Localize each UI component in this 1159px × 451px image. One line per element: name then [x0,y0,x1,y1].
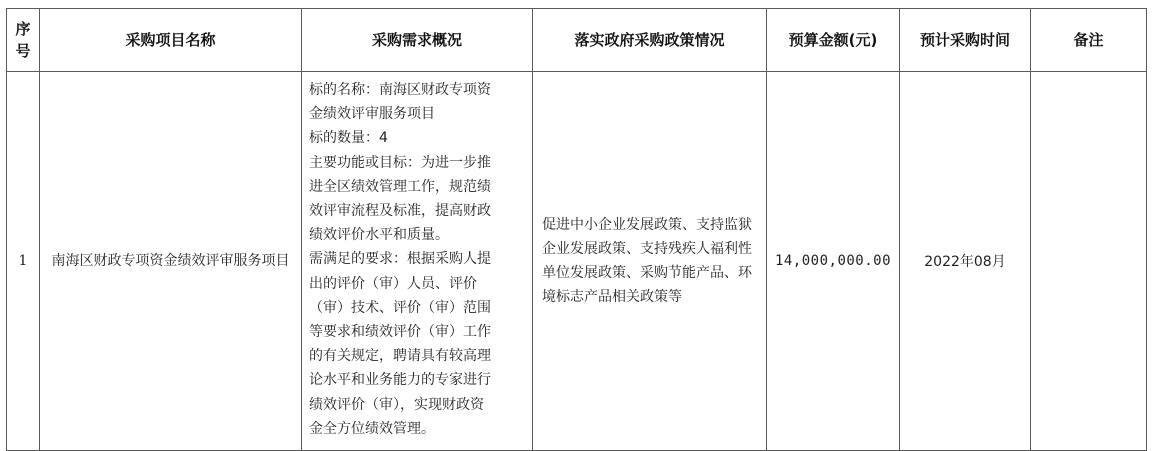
requirements-line: 效评审流程及标准，提高财政 [309,203,491,220]
requirements-line: 绩效评价（审），实现财政资 [309,396,484,413]
row-policy: 促进中小企业发展政策、支持监狱企业发展政策、支持残疾人福利性单位发展政策、采购节能产品、环境标志产品相关政策等 [533,72,767,451]
header-policy: 落实政府采购政策情况 [533,9,767,72]
requirements-line: 主要功能或目标：为进一步推 [309,154,491,171]
header-project-name: 采购项目名称 [40,9,302,72]
row-budget: 14,000,000.00 [767,72,900,451]
row-project-name: 南海区财政专项资金绩效评审服务项目 [40,72,302,451]
row-requirements [302,72,533,451]
header-seq-label: 序号 [15,20,31,60]
requirements-line: 金全方位绩效管理。 [309,420,435,437]
header-seq [7,9,40,72]
requirements-line: 金绩效评审服务项目 [309,106,435,123]
table-row [7,72,1147,451]
requirements-line: 标的数量：4 [309,130,388,147]
requirements-line: 出的评价（审）人员、评价 [309,275,477,292]
requirements-line: 需满足的要求：根据采购人提 [309,251,491,268]
requirements-line: 绩效评价水平和质量。 [309,227,449,244]
header-requirements: 采购需求概况 [302,9,533,72]
header-budget: 预算金额(元) [767,9,900,72]
requirements-line: 等要求和绩效评价（审）工作 [309,324,491,341]
row-time: 2022年08月 [900,72,1031,451]
requirements-line: 的有关规定，聘请具有较高理 [309,348,491,365]
requirements-line: 论水平和业务能力的专家进行 [309,372,491,389]
header-row [7,9,1147,72]
procurement-table [6,8,1147,451]
row-note [1031,72,1147,451]
requirements-line: 标的名称：南海区财政专项资 [309,82,491,98]
requirements-line: （审）技术、评价（审）范围 [309,299,491,316]
header-note: 备注 [1031,9,1147,72]
header-time: 预计采购时间 [900,9,1031,72]
row-seq: 1 [7,72,40,451]
requirements-line: 进全区绩效管理工作，规范绩 [309,178,491,195]
